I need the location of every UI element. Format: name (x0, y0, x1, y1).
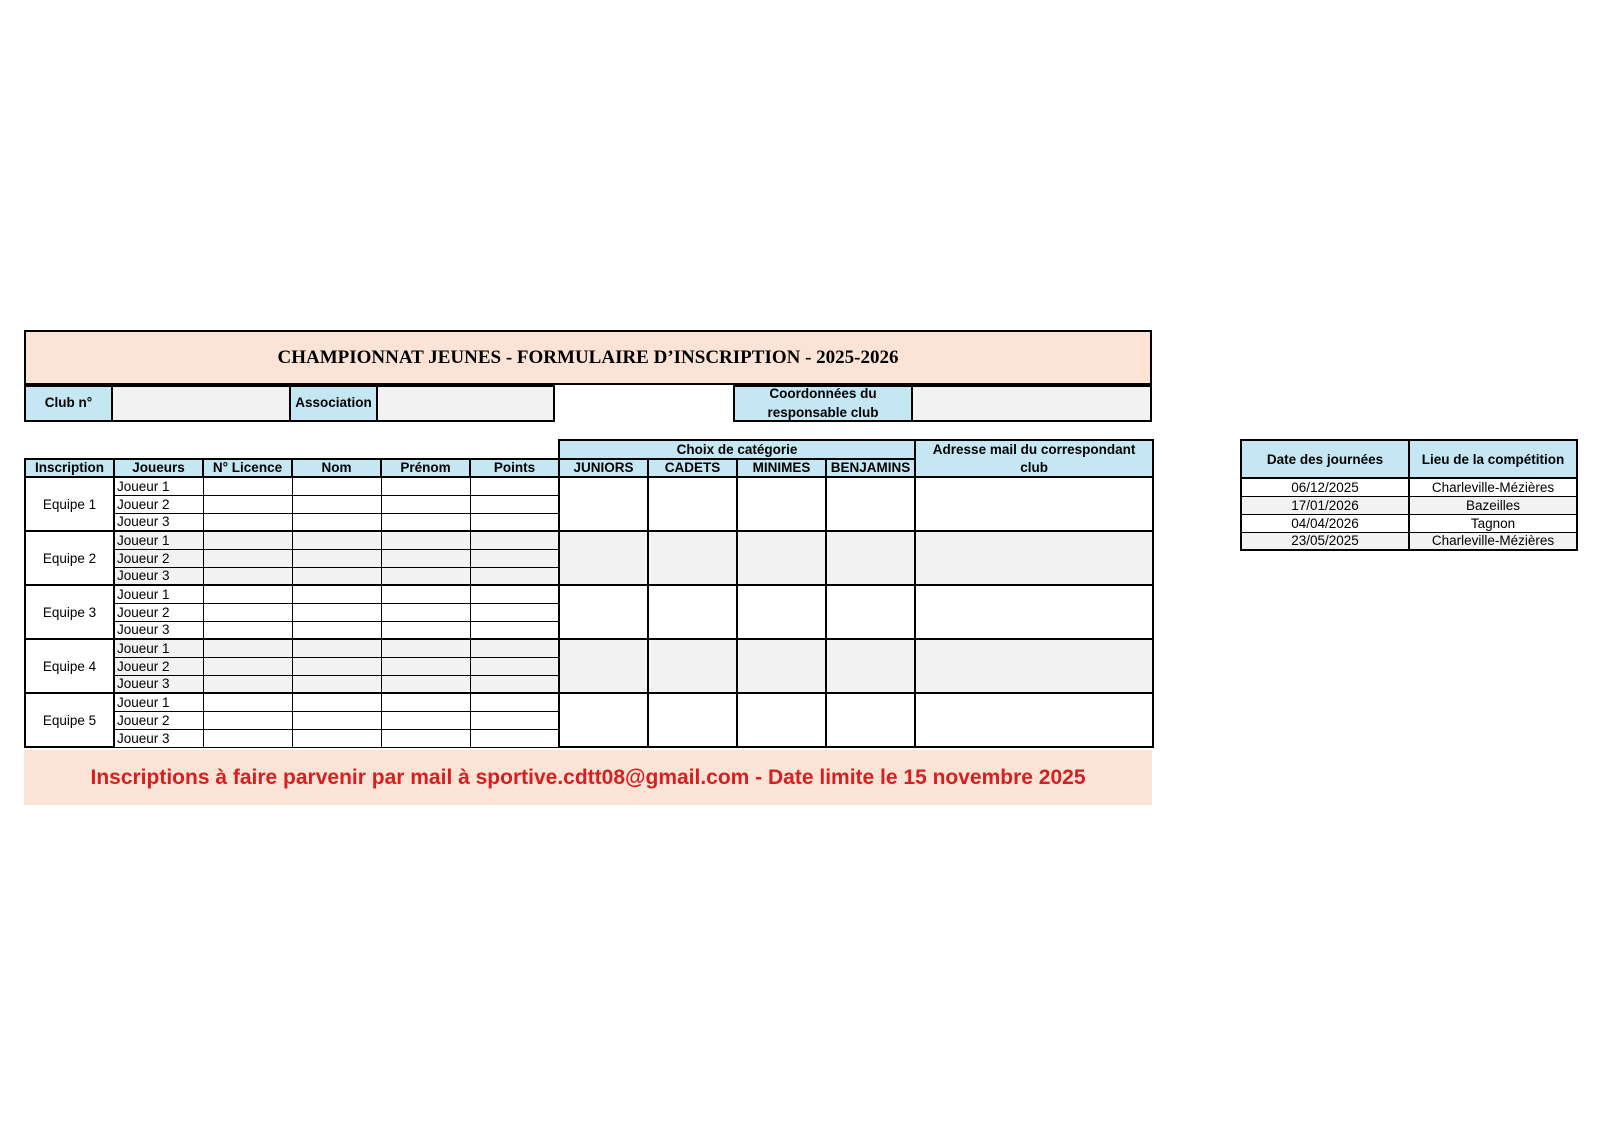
minimes-checkbox-cell[interactable] (737, 639, 826, 693)
juniors-checkbox-cell[interactable] (559, 531, 648, 585)
mail-field[interactable] (915, 531, 1153, 585)
benjamins-checkbox-cell[interactable] (826, 693, 915, 747)
licence-field[interactable] (203, 621, 292, 639)
prenom-field[interactable] (381, 585, 470, 603)
mail-field[interactable] (915, 693, 1153, 747)
date-row (1241, 478, 1577, 496)
benjamins-checkbox-cell[interactable] (826, 531, 915, 585)
date-cell: 17/01/2026 (1241, 496, 1409, 514)
date-cell: 04/04/2026 (1241, 514, 1409, 532)
points-field[interactable] (470, 729, 559, 747)
prenom-field[interactable] (381, 549, 470, 567)
team-label: Equipe 1 (25, 477, 114, 531)
club-number-field[interactable] (111, 385, 291, 422)
nom-field[interactable] (292, 639, 381, 657)
player-label: Joueur 1 (114, 693, 203, 711)
points-field[interactable] (470, 585, 559, 603)
points-field[interactable] (470, 531, 559, 549)
player-label: Joueur 3 (114, 513, 203, 531)
lieu-cell: Bazeilles (1409, 496, 1577, 514)
table-row (25, 585, 1153, 603)
player-label: Joueur 1 (114, 585, 203, 603)
nom-field[interactable] (292, 549, 381, 567)
minimes-checkbox-cell[interactable] (737, 477, 826, 531)
player-label: Joueur 2 (114, 603, 203, 621)
player-label: Joueur 1 (114, 639, 203, 657)
licence-field[interactable] (203, 657, 292, 675)
juniors-checkbox-cell[interactable] (559, 693, 648, 747)
cadets-checkbox-cell[interactable] (648, 477, 737, 531)
licence-field[interactable] (203, 513, 292, 531)
table-row (25, 477, 1153, 495)
player-label: Joueur 3 (114, 675, 203, 693)
licence-field[interactable] (203, 549, 292, 567)
prenom-field[interactable] (381, 567, 470, 585)
coordonnees-label: Coordonnées du responsable club (733, 385, 913, 422)
table-row (25, 693, 1153, 711)
dates-table (1240, 439, 1578, 551)
nom-field[interactable] (292, 729, 381, 747)
licence-field[interactable] (203, 531, 292, 549)
mail-field[interactable] (915, 639, 1153, 693)
juniors-checkbox-cell[interactable] (559, 585, 648, 639)
points-field[interactable] (470, 603, 559, 621)
column-header: JUNIORS (559, 459, 648, 478)
player-label: Joueur 2 (114, 495, 203, 513)
licence-field[interactable] (203, 711, 292, 729)
player-label: Joueur 1 (114, 531, 203, 549)
association-field[interactable] (376, 385, 555, 422)
benjamins-checkbox-cell[interactable] (826, 639, 915, 693)
lieu-cell: Charleville-Mézières (1409, 478, 1577, 496)
nom-field[interactable] (292, 675, 381, 693)
points-field[interactable] (470, 639, 559, 657)
prenom-field[interactable] (381, 711, 470, 729)
date-cell: 23/05/2025 (1241, 532, 1409, 550)
column-header: MINIMES (737, 459, 826, 478)
mail-field[interactable] (915, 585, 1153, 639)
association-label: Association (289, 385, 378, 422)
prenom-field[interactable] (381, 693, 470, 711)
licence-field[interactable] (203, 495, 292, 513)
form-title: CHAMPIONNAT JEUNES - FORMULAIRE D’INSCRIPTION - 2025-2026 (24, 330, 1152, 385)
licence-field[interactable] (203, 603, 292, 621)
registration-table (24, 439, 1154, 748)
cadets-checkbox-cell[interactable] (648, 693, 737, 747)
nom-field[interactable] (292, 621, 381, 639)
column-header: N° Licence (203, 459, 292, 478)
points-field[interactable] (470, 495, 559, 513)
table-row (25, 639, 1153, 657)
points-field[interactable] (470, 711, 559, 729)
date-cell: 06/12/2025 (1241, 478, 1409, 496)
nom-field[interactable] (292, 477, 381, 495)
points-field[interactable] (470, 657, 559, 675)
prenom-field[interactable] (381, 603, 470, 621)
nom-field[interactable] (292, 495, 381, 513)
club-number-label: Club n° (24, 385, 113, 422)
lieu-header: Lieu de la compétition (1409, 440, 1577, 478)
column-header: Points (470, 459, 559, 478)
nom-field[interactable] (292, 531, 381, 549)
points-field[interactable] (470, 675, 559, 693)
column-header: Prénom (381, 459, 470, 478)
club-info-row (24, 385, 1152, 422)
prenom-field[interactable] (381, 675, 470, 693)
mail-field[interactable] (915, 477, 1153, 531)
licence-field[interactable] (203, 675, 292, 693)
table-row (25, 531, 1153, 549)
minimes-checkbox-cell[interactable] (737, 585, 826, 639)
licence-field[interactable] (203, 639, 292, 657)
benjamins-checkbox-cell[interactable] (826, 477, 915, 531)
player-label: Joueur 3 (114, 621, 203, 639)
team-label: Equipe 4 (25, 639, 114, 693)
prenom-field[interactable] (381, 495, 470, 513)
player-label: Joueur 3 (114, 567, 203, 585)
prenom-field[interactable] (381, 531, 470, 549)
nom-field[interactable] (292, 693, 381, 711)
cadets-checkbox-cell[interactable] (648, 639, 737, 693)
points-field[interactable] (470, 549, 559, 567)
prenom-field[interactable] (381, 621, 470, 639)
nom-field[interactable] (292, 603, 381, 621)
player-label: Joueur 1 (114, 477, 203, 495)
juniors-checkbox-cell[interactable] (559, 639, 648, 693)
juniors-checkbox-cell[interactable] (559, 477, 648, 531)
dates-header: Date des journées (1241, 440, 1409, 478)
column-header: CADETS (648, 459, 737, 478)
nom-field[interactable] (292, 711, 381, 729)
date-row (1241, 496, 1577, 514)
cadets-checkbox-cell[interactable] (648, 585, 737, 639)
mail-header: Adresse mail du correspondant club (915, 440, 1153, 477)
nom-field[interactable] (292, 585, 381, 603)
coordonnees-field[interactable] (911, 385, 1152, 422)
licence-field[interactable] (203, 729, 292, 747)
player-label: Joueur 3 (114, 729, 203, 747)
column-header: Inscription (25, 459, 114, 478)
points-field[interactable] (470, 621, 559, 639)
prenom-field[interactable] (381, 513, 470, 531)
column-header: Nom (292, 459, 381, 478)
date-row (1241, 532, 1577, 550)
nom-field[interactable] (292, 567, 381, 585)
team-label: Equipe 3 (25, 585, 114, 639)
column-header: Joueurs (114, 459, 203, 478)
team-label: Equipe 5 (25, 693, 114, 747)
registration-form (24, 330, 1152, 422)
points-field[interactable] (470, 477, 559, 495)
category-group-header: Choix de catégorie (559, 440, 915, 459)
benjamins-checkbox-cell[interactable] (826, 585, 915, 639)
lieu-cell: Tagnon (1409, 514, 1577, 532)
prenom-field[interactable] (381, 639, 470, 657)
prenom-field[interactable] (381, 729, 470, 747)
prenom-field[interactable] (381, 657, 470, 675)
licence-field[interactable] (203, 693, 292, 711)
licence-field[interactable] (203, 567, 292, 585)
minimes-checkbox-cell[interactable] (737, 693, 826, 747)
date-row (1241, 514, 1577, 532)
player-label: Joueur 2 (114, 657, 203, 675)
cadets-checkbox-cell[interactable] (648, 531, 737, 585)
points-field[interactable] (470, 567, 559, 585)
nom-field[interactable] (292, 657, 381, 675)
lieu-cell: Charleville-Mézières (1409, 532, 1577, 550)
footer-notice: Inscriptions à faire parvenir par mail à sportive.cdtt08@gmail.com - Date limite le 15 novembre 2025 (24, 750, 1152, 805)
prenom-field[interactable] (381, 477, 470, 495)
licence-field[interactable] (203, 585, 292, 603)
licence-field[interactable] (203, 477, 292, 495)
column-header: BENJAMINS (826, 459, 915, 478)
points-field[interactable] (470, 693, 559, 711)
minimes-checkbox-cell[interactable] (737, 531, 826, 585)
player-label: Joueur 2 (114, 549, 203, 567)
team-label: Equipe 2 (25, 531, 114, 585)
player-label: Joueur 2 (114, 711, 203, 729)
nom-field[interactable] (292, 513, 381, 531)
points-field[interactable] (470, 513, 559, 531)
